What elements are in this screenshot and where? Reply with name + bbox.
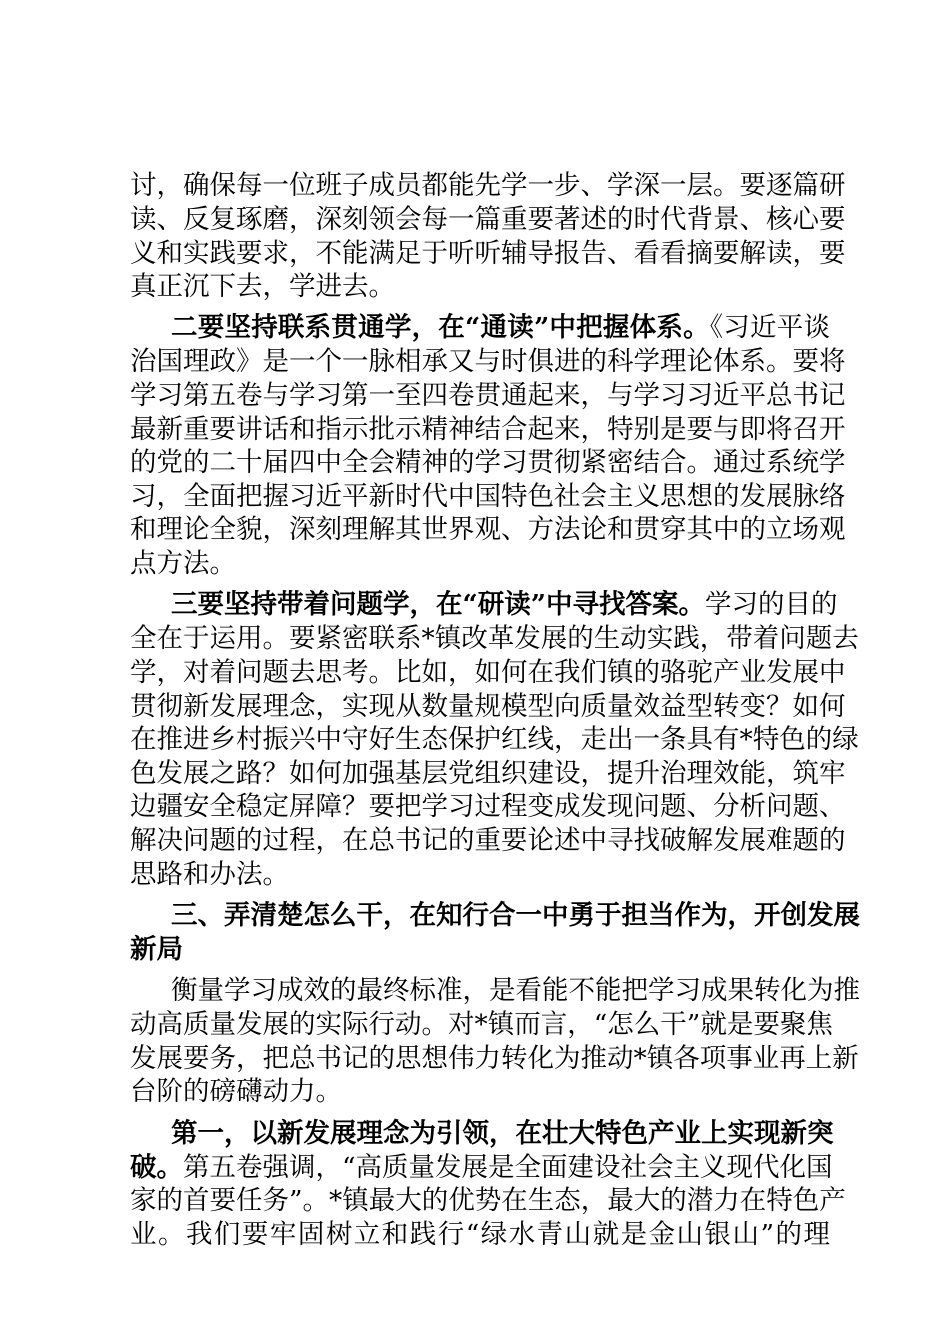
paragraph-line: 点方法。 — [130, 548, 236, 579]
paragraph-line: 解决问题的过程，在总书记的重要论述中寻找破解发展难题的 — [130, 825, 846, 856]
paragraph-heading: 二要坚持联系贯通学，在“通读”中把握体系。 — [171, 312, 710, 343]
paragraph-line: 全在于运用。要紧密联系*镇改革发展的生动实践，带着问题去 — [130, 623, 859, 654]
paragraph-first-line: 第一，以新发展理念为引领，在壮大特色产业上实现新突 — [171, 1118, 834, 1149]
paragraph-line: 台阶的磅礴动力。 — [130, 1076, 342, 1107]
paragraph-heading: 三要坚持带着问题学，在“研读”中寻找答案。 — [171, 589, 705, 620]
paragraph-line: 在推进乡村振兴中守好生态保护红线，走出一条具有*特色的绿 — [130, 724, 859, 755]
paragraph-line: 真正沉下去，学进去。 — [130, 271, 395, 302]
paragraph-line: 色发展之路？如何加强基层党组织建设，提升治理效能，筑牢 — [130, 758, 846, 789]
paragraph-line: 讨，确保每一位班子成员都能先学一步、学深一层。要逐篇研 — [130, 170, 846, 201]
paragraph-line: 读、反复琢磨，深刻领会每一篇重要著述的时代背景、核心要 — [130, 204, 846, 235]
paragraph-line: 贯彻新发展理念，实现从数量规模型向质量效益型转变？如何 — [130, 691, 846, 722]
paragraph-line: 发展要务，把总书记的思想伟力转化为推动*镇各项事业再上新 — [130, 1043, 859, 1074]
paragraph-line: 动高质量发展的实际行动。对*镇而言，“怎么干”就是要聚焦 — [130, 1009, 833, 1040]
paragraph-first-line: 三要坚持带着问题学，在“研读”中寻找答案。学习的目的 — [171, 589, 838, 620]
section-heading: 三、弄清楚怎么干，在知行合一中勇于担当作为，开创发展 — [171, 900, 860, 931]
paragraph-line: 和理论全貌，深刻理解其世界观、方法论和贯穿其中的立场观 — [130, 514, 846, 545]
paragraph-line: 破。第五卷强调，“高质量发展是全面建设社会主义现代化国 — [130, 1152, 833, 1183]
paragraph-line: 学习第五卷与学习第一至四卷贯通起来，与学习习近平总书记 — [130, 380, 846, 411]
paragraph-line: 思路和办法。 — [130, 859, 289, 890]
paragraph-first-line: 衡量学习成效的最终标准，是看能不能把学习成果转化为推 — [171, 975, 860, 1006]
section-heading-continuation: 新局 — [130, 934, 183, 965]
paragraph-line: 家的首要任务”。*镇最大的优势在生态，最大的潜力在特色产 — [130, 1185, 846, 1216]
paragraph-line: 义和实践要求，不能满足于听听辅导报告、看看摘要解读，要 — [130, 238, 846, 269]
paragraph-heading-end: 破。 — [130, 1152, 183, 1183]
paragraph-line: 边疆安全稳定屏障？要把学习过程变成发现问题、分析问题、 — [130, 791, 846, 822]
paragraph-first-line: 二要坚持联系贯通学，在“通读”中把握体系。《习近平谈 — [171, 312, 830, 343]
paragraph-line: 治国理政》是一个一脉相承又与时俱进的科学理论体系。要将 — [130, 346, 846, 377]
paragraph-line: 习，全面把握习近平新时代中国特色社会主义思想的发展脉络 — [130, 481, 846, 512]
paragraph-line: 业。我们要牢固树立和践行“绿水青山就是金山银山”的理 — [130, 1219, 830, 1250]
paragraph-line: 的党的二十届四中全会精神的学习贯彻紧密结合。通过系统学 — [130, 447, 846, 478]
paragraph-line: 学，对着问题去思考。比如，如何在我们镇的骆驼产业发展中 — [130, 657, 846, 688]
paragraph-line: 最新重要讲话和指示批示精神结合起来，特别是要与即将召开 — [130, 414, 846, 445]
